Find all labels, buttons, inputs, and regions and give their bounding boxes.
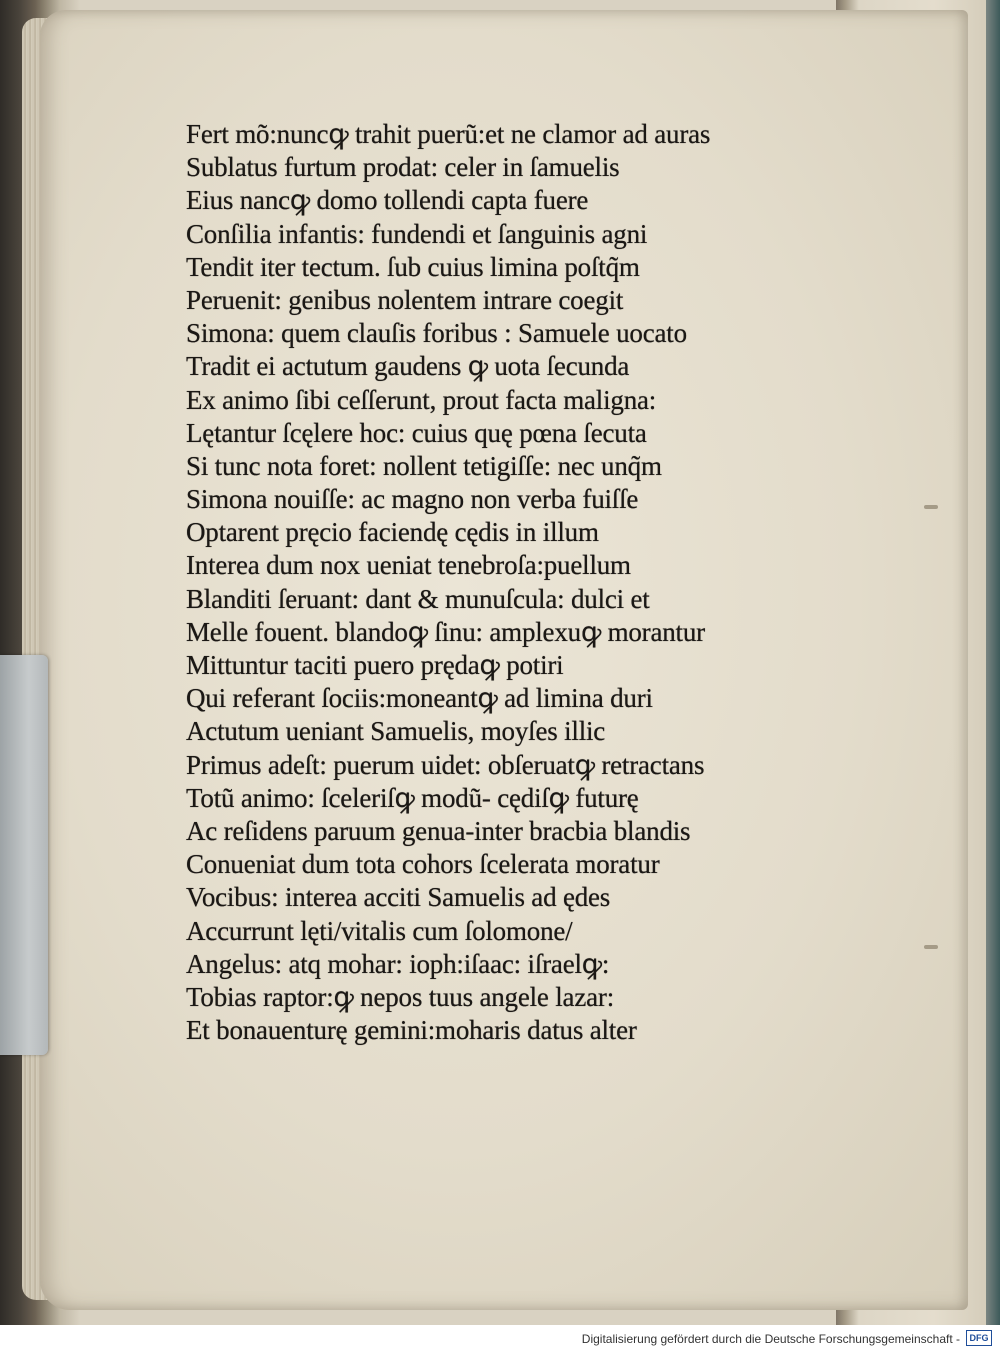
text-line: Vocibus: interea acciti Samuelis ad ędes <box>186 882 611 913</box>
text-line: Melle fouent. blandoꝙ ſinu: amplexuꝙ morantur <box>186 616 705 647</box>
text-line: Conueniat dum tota cohors ſcelerata moratur <box>186 849 660 880</box>
text-line: Lętantur ſcęlere hoc: cuius quę pœna ſecuta <box>186 417 647 448</box>
text-line: Ac reſidens paruum genua-inter bracbia blandis <box>186 815 691 846</box>
text-line: Fert mõ:nuncꝙ trahit puerũ:et ne clamor ad auras <box>186 119 711 149</box>
funding-credit: Digitalisierung gefördert durch die Deutsche Forschungsgemeinschaft - <box>581 1332 960 1346</box>
text-line: Optarent pręcio faciendę cędis in illum <box>186 517 599 548</box>
text-line: Mittuntur taciti puero prędaꝙ potiri <box>186 650 564 680</box>
text-line: Ex animo ſibi ceſſerunt, prout facta maligna: <box>186 384 657 415</box>
text-line: Totũ animo: ſceleriſꝙ modũ- cędiſꝙ futurę <box>186 782 639 813</box>
text-line: Simona nouiſſe: ac magno non verba fuiſſe <box>186 484 639 515</box>
text-line: Conſilia infantis: fundendi et ſanguinis agni <box>186 218 648 249</box>
text-line: Qui referant ſociis:moneantꝙ ad limina duri <box>186 683 653 714</box>
text-line: Blanditi ſeruant: dant & munuſcula: dulci et <box>186 583 650 614</box>
text-line: Tendit iter tectum. ſub cuius limina poſtq̃m <box>186 251 640 282</box>
text-line: Primus adeſt: puerum uidet: obſeruatꝙ retractans <box>186 749 705 780</box>
printed-text-block <box>186 118 866 1047</box>
text-line: Angelus: atq mohar: ioph:iſaac: iſraelꝙ: <box>186 948 610 979</box>
text-line: Actutum ueniant Samuelis, moyſes illic <box>186 716 606 747</box>
page-clip-tab <box>0 655 48 1055</box>
text-line: Tobias raptor:ꝙ nepos tuus angele lazar: <box>186 981 614 1012</box>
dfg-logo: DFG <box>966 1330 992 1346</box>
text-line: Eius nancꝙ domo tollendi capta fuere <box>186 185 589 216</box>
footer-bar <box>0 1325 1000 1353</box>
text-line: Tradit ei actutum gaudens ꝙ uota ſecunda <box>186 351 630 382</box>
text-line: Accurrunt lęti/vitalis cum ſolomone/ <box>186 915 573 946</box>
text-line: Interea dum nox ueniat tenebroſa:puellum <box>186 550 631 581</box>
text-line: Si tunc nota foret: nollent tetigiſſe: nec unq̃m <box>186 450 662 481</box>
text-line: Simona: quem clauſis foribus : Samuele uocato <box>186 318 687 349</box>
text-line: Peruenit: genibus nolentem intrare coegit <box>186 284 624 315</box>
binding-rim <box>986 0 1000 1325</box>
binding-stitch <box>924 505 938 509</box>
text-line: Et bonauenturę gemini:moharis datus alter <box>186 1015 637 1046</box>
binding-stitch <box>924 945 938 949</box>
text-line: Sublatus furtum prodat: celer in ſamuelis <box>186 152 620 183</box>
